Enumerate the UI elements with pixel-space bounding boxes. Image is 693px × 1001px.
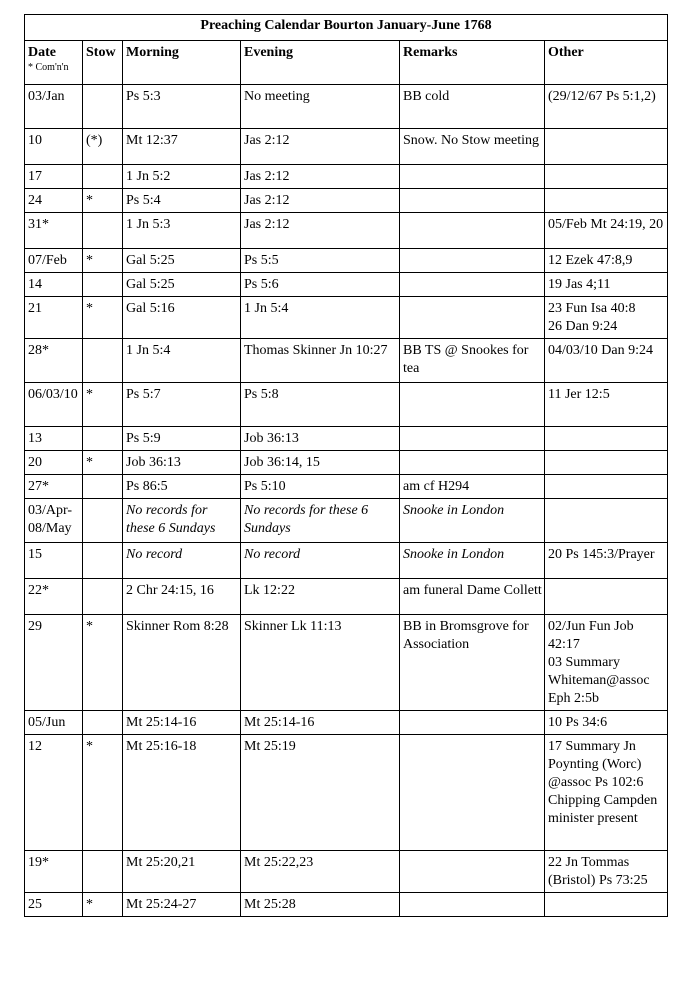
cell-other: 11 Jer 12:5 xyxy=(545,383,668,427)
cell-stow xyxy=(83,85,123,129)
cell-remarks xyxy=(400,711,545,735)
cell-evening: Lk 12:22 xyxy=(241,579,400,615)
cell-other: 19 Jas 4;11 xyxy=(545,273,668,297)
cell-date: 05/Jun xyxy=(25,711,83,735)
header-date-label: Date xyxy=(28,45,56,60)
cell-date: 10 xyxy=(25,129,83,165)
cell-date: 28* xyxy=(25,339,83,383)
cell-date: 12 xyxy=(25,735,83,851)
header-other: Other xyxy=(545,41,668,85)
cell-stow: * xyxy=(83,451,123,475)
cell-morning: Gal 5:25 xyxy=(123,273,241,297)
table-row xyxy=(25,383,668,427)
cell-remarks xyxy=(400,297,545,339)
table-row xyxy=(25,579,668,615)
cell-other: 05/Feb Mt 24:19, 20 xyxy=(545,213,668,249)
cell-remarks xyxy=(400,273,545,297)
cell-other xyxy=(545,499,668,543)
cell-evening: Job 36:13 xyxy=(241,427,400,451)
cell-remarks xyxy=(400,249,545,273)
cell-stow: * xyxy=(83,383,123,427)
table-row xyxy=(25,451,668,475)
cell-stow xyxy=(83,579,123,615)
cell-morning: Ps 5:3 xyxy=(123,85,241,129)
table-row xyxy=(25,297,668,339)
table-row xyxy=(25,475,668,499)
cell-morning: No records for these 6 Sundays xyxy=(123,499,241,543)
cell-stow xyxy=(83,165,123,189)
title-row xyxy=(25,15,668,41)
cell-morning: 1 Jn 5:4 xyxy=(123,339,241,383)
cell-remarks: Snooke in London xyxy=(400,499,545,543)
cell-stow: * xyxy=(83,893,123,917)
cell-date: 19* xyxy=(25,851,83,893)
table-row xyxy=(25,711,668,735)
cell-remarks xyxy=(400,165,545,189)
table-title: Preaching Calendar Bourton January-June 1768 xyxy=(25,15,668,41)
table-row xyxy=(25,85,668,129)
cell-morning: Gal 5:25 xyxy=(123,249,241,273)
cell-evening: Mt 25:14-16 xyxy=(241,711,400,735)
table-row xyxy=(25,213,668,249)
cell-date: 13 xyxy=(25,427,83,451)
cell-morning: 2 Chr 24:15, 16 xyxy=(123,579,241,615)
cell-date: 31* xyxy=(25,213,83,249)
cell-other: (29/12/67 Ps 5:1,2) xyxy=(545,85,668,129)
cell-stow xyxy=(83,427,123,451)
header-date-note: * Com'n'n xyxy=(28,62,69,73)
header-row xyxy=(25,41,668,85)
header-date xyxy=(25,41,83,85)
cell-remarks: BB cold xyxy=(400,85,545,129)
cell-evening: Skinner Lk 11:13 xyxy=(241,615,400,711)
cell-date: 24 xyxy=(25,189,83,213)
table-row xyxy=(25,615,668,711)
cell-other: 23 Fun Isa 40:8 26 Dan 9:24 xyxy=(545,297,668,339)
cell-remarks: Snow. No Stow meeting xyxy=(400,129,545,165)
cell-stow xyxy=(83,339,123,383)
cell-date: 29 xyxy=(25,615,83,711)
cell-morning: Mt 12:37 xyxy=(123,129,241,165)
cell-stow xyxy=(83,273,123,297)
cell-evening: No record xyxy=(241,543,400,579)
cell-other: 10 Ps 34:6 xyxy=(545,711,668,735)
cell-stow xyxy=(83,213,123,249)
table-row xyxy=(25,165,668,189)
cell-date: 17 xyxy=(25,165,83,189)
table-row xyxy=(25,249,668,273)
preaching-calendar-table xyxy=(24,14,668,917)
cell-date: 20 xyxy=(25,451,83,475)
cell-other xyxy=(545,475,668,499)
cell-remarks xyxy=(400,735,545,851)
cell-stow: (*) xyxy=(83,129,123,165)
cell-date: 06/03/10 xyxy=(25,383,83,427)
cell-morning: Job 36:13 xyxy=(123,451,241,475)
table-row xyxy=(25,339,668,383)
header-remarks: Remarks xyxy=(400,41,545,85)
cell-other: 20 Ps 145:3/Prayer xyxy=(545,543,668,579)
cell-morning: Ps 86:5 xyxy=(123,475,241,499)
cell-remarks: am funeral Dame Collett xyxy=(400,579,545,615)
cell-evening: 1 Jn 5:4 xyxy=(241,297,400,339)
cell-other xyxy=(545,189,668,213)
cell-other xyxy=(545,427,668,451)
cell-evening: Jas 2:12 xyxy=(241,129,400,165)
cell-morning: Skinner Rom 8:28 xyxy=(123,615,241,711)
cell-morning: Ps 5:7 xyxy=(123,383,241,427)
cell-morning: Ps 5:4 xyxy=(123,189,241,213)
cell-morning: Ps 5:9 xyxy=(123,427,241,451)
cell-evening: Job 36:14, 15 xyxy=(241,451,400,475)
cell-stow xyxy=(83,851,123,893)
cell-other xyxy=(545,129,668,165)
cell-remarks: BB TS @ Snookes for tea xyxy=(400,339,545,383)
cell-remarks xyxy=(400,893,545,917)
cell-other: 12 Ezek 47:8,9 xyxy=(545,249,668,273)
header-morning: Morning xyxy=(123,41,241,85)
header-evening: Evening xyxy=(241,41,400,85)
cell-other: 02/Jun Fun Job 42:17 03 Summary Whiteman@assoc Eph 2:5b xyxy=(545,615,668,711)
cell-evening: Ps 5:8 xyxy=(241,383,400,427)
table-row xyxy=(25,851,668,893)
cell-morning: Mt 25:24-27 xyxy=(123,893,241,917)
cell-other xyxy=(545,165,668,189)
cell-morning: No record xyxy=(123,543,241,579)
table-row xyxy=(25,499,668,543)
cell-morning: Mt 25:16-18 xyxy=(123,735,241,851)
cell-stow xyxy=(83,543,123,579)
cell-date: 07/Feb xyxy=(25,249,83,273)
cell-stow: * xyxy=(83,615,123,711)
cell-other xyxy=(545,579,668,615)
table-row xyxy=(25,893,668,917)
cell-remarks: Snooke in London xyxy=(400,543,545,579)
cell-evening: Jas 2:12 xyxy=(241,189,400,213)
cell-stow xyxy=(83,711,123,735)
table-row xyxy=(25,543,668,579)
calendar-body xyxy=(25,85,668,917)
cell-remarks xyxy=(400,189,545,213)
table-row xyxy=(25,735,668,851)
cell-stow xyxy=(83,499,123,543)
cell-evening: Mt 25:19 xyxy=(241,735,400,851)
cell-remarks: am cf H294 xyxy=(400,475,545,499)
cell-date: 15 xyxy=(25,543,83,579)
cell-date: 22* xyxy=(25,579,83,615)
cell-other xyxy=(545,451,668,475)
header-stow: Stow xyxy=(83,41,123,85)
cell-morning: Mt 25:20,21 xyxy=(123,851,241,893)
cell-stow: * xyxy=(83,249,123,273)
cell-remarks: BB in Bromsgrove for Association xyxy=(400,615,545,711)
cell-morning: Gal 5:16 xyxy=(123,297,241,339)
cell-stow: * xyxy=(83,189,123,213)
cell-date: 25 xyxy=(25,893,83,917)
cell-evening: No meeting xyxy=(241,85,400,129)
cell-evening: Mt 25:22,23 xyxy=(241,851,400,893)
cell-remarks xyxy=(400,451,545,475)
cell-morning: 1 Jn 5:3 xyxy=(123,213,241,249)
table-row xyxy=(25,273,668,297)
cell-evening: Jas 2:12 xyxy=(241,165,400,189)
cell-stow xyxy=(83,475,123,499)
table-row xyxy=(25,189,668,213)
cell-date: 03/Apr-08/May xyxy=(25,499,83,543)
cell-remarks xyxy=(400,851,545,893)
cell-date: 27* xyxy=(25,475,83,499)
cell-stow: * xyxy=(83,735,123,851)
cell-evening: Jas 2:12 xyxy=(241,213,400,249)
cell-evening: Ps 5:10 xyxy=(241,475,400,499)
cell-evening: No records for these 6 Sundays xyxy=(241,499,400,543)
cell-morning: 1 Jn 5:2 xyxy=(123,165,241,189)
cell-other: 17 Summary Jn Poynting (Worc) @assoc Ps 102:6 Chipping Campden minister present xyxy=(545,735,668,851)
cell-other xyxy=(545,893,668,917)
cell-evening: Thomas Skinner Jn 10:27 xyxy=(241,339,400,383)
cell-date: 14 xyxy=(25,273,83,297)
cell-evening: Ps 5:6 xyxy=(241,273,400,297)
cell-other: 04/03/10 Dan 9:24 xyxy=(545,339,668,383)
table-row xyxy=(25,129,668,165)
cell-morning: Mt 25:14-16 xyxy=(123,711,241,735)
cell-remarks xyxy=(400,427,545,451)
cell-stow: * xyxy=(83,297,123,339)
cell-date: 03/Jan xyxy=(25,85,83,129)
cell-evening: Mt 25:28 xyxy=(241,893,400,917)
cell-remarks xyxy=(400,383,545,427)
cell-other: 22 Jn Tommas (Bristol) Ps 73:25 xyxy=(545,851,668,893)
cell-date: 21 xyxy=(25,297,83,339)
table-row xyxy=(25,427,668,451)
cell-remarks xyxy=(400,213,545,249)
cell-evening: Ps 5:5 xyxy=(241,249,400,273)
